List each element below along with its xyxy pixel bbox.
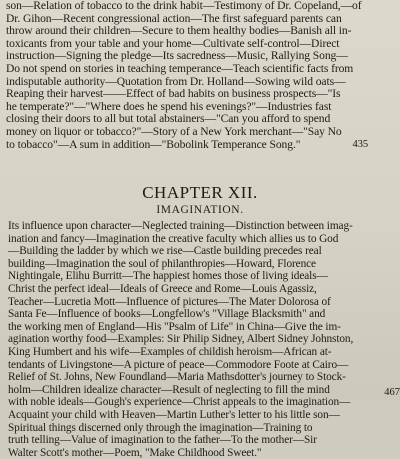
summary-line: Nightingale, Elihu Burritt—The happiest homes those of living ideals— bbox=[8, 270, 328, 283]
summary-line: Dr. Gihon—Recent congressional action—The first safeguard parents can bbox=[6, 11, 342, 25]
summary-line: building—Imagination the soul of philanthropies—Howard, Florence bbox=[8, 257, 316, 270]
summary-line: the working men of England—His "Psalm of Life" in China—Give the im- bbox=[8, 320, 341, 333]
chapter-heading: CHAPTER XII. bbox=[142, 183, 258, 202]
summary-last-row bbox=[6, 139, 368, 152]
summary-line: Santa Fe—Influence of books—Longfellow's "Village Blacksmith" and bbox=[8, 308, 326, 321]
summary-line: son—Relation of tobacco to the drink habit—Testimony of Dr. Copeland,—of bbox=[6, 0, 362, 12]
summary-line: Its influence upon character—Neglected training—Distinction between imag- bbox=[8, 220, 353, 232]
summary-line: closing their doors to all but total abstainers—"Can you afford to spend bbox=[6, 112, 331, 126]
summary-line: Acquaint your child with Heaven—Martin Luther's letter to his little son— bbox=[8, 408, 340, 421]
summary-line: money on liquor or tobacco?"—Story of a New York merchant—"Say No bbox=[6, 124, 342, 138]
summary-line: Do not spend on stories in teaching temperance—Teach scientific facts from bbox=[6, 61, 354, 75]
summary-line: Reaping their harvest——Effect of bad habits on business prospects—"Is bbox=[6, 87, 341, 101]
summary-line: King Humbert and his wife—Examples of childish heroism—African at- bbox=[8, 345, 332, 358]
summary-line: agination worthy food—Examples: Sir Philip Sidney, Albert Sidney Johnston, bbox=[8, 333, 354, 346]
page-number: 435 bbox=[352, 138, 368, 150]
summary-line: instruction—Signing the pledge—Its sacredness—Music, Rallying Song— bbox=[6, 49, 348, 63]
page-number: 467 bbox=[384, 387, 400, 398]
summary-line: —Building the ladder by which we rise—Castle building precedes real bbox=[8, 245, 322, 258]
summary-line: Teacher—Lucretia Mott—Influence of pictures—The Mater Dolorosa of bbox=[8, 295, 331, 308]
summary-line: to tobacco"—A sum in addition—"Bobolink Temperance Song." bbox=[6, 137, 301, 151]
summary-line: Walter Scott's mother—Poem, "Make Childhood Sweet." bbox=[8, 446, 262, 459]
summary-line: throw around their children—Secure to them healthy bodies—Banish all in- bbox=[6, 24, 352, 38]
summary-line: Spiritual things discerned only through the imagination—Training to bbox=[8, 421, 313, 434]
summary-line: ination and fancy—Imagination the creative faculty which allies us to God bbox=[8, 232, 339, 245]
summary-line: he temperate?"—"Where does he spend his evenings?"—Industries fast bbox=[6, 99, 332, 113]
summary-line: with noble ideals—Gough's experience—Christ appeals to the imagination— bbox=[8, 396, 351, 409]
summary-line: holm—Children idealize character—Result of neglecting to fill the mind bbox=[8, 383, 330, 396]
chapter-summary bbox=[8, 220, 394, 459]
summary-line: truth telling—Value of imagination to the father—To the mother—Sir bbox=[8, 434, 317, 447]
summary-line: Christ the perfect ideal—Ideals of Greece and Rome—Louis Agassiz, bbox=[8, 282, 317, 295]
summary-line: toxicants from your table and your home—Cultivate self-control—Direct bbox=[6, 36, 340, 50]
chapter-subtitle: IMAGINATION. bbox=[156, 204, 244, 216]
summary-line: indisputable authority—Quotation from Dr. Holland—Sowing wild oats— bbox=[6, 74, 346, 88]
summary-line: Relief of St. Johns, New Foundland—Maria Mathsdotter's journey to Stock- bbox=[8, 371, 346, 384]
previous-chapter-summary bbox=[6, 0, 368, 151]
summary-line: tendants of Livingstone—A picture of peace—Commodore Foote at Cairo— bbox=[8, 358, 349, 371]
